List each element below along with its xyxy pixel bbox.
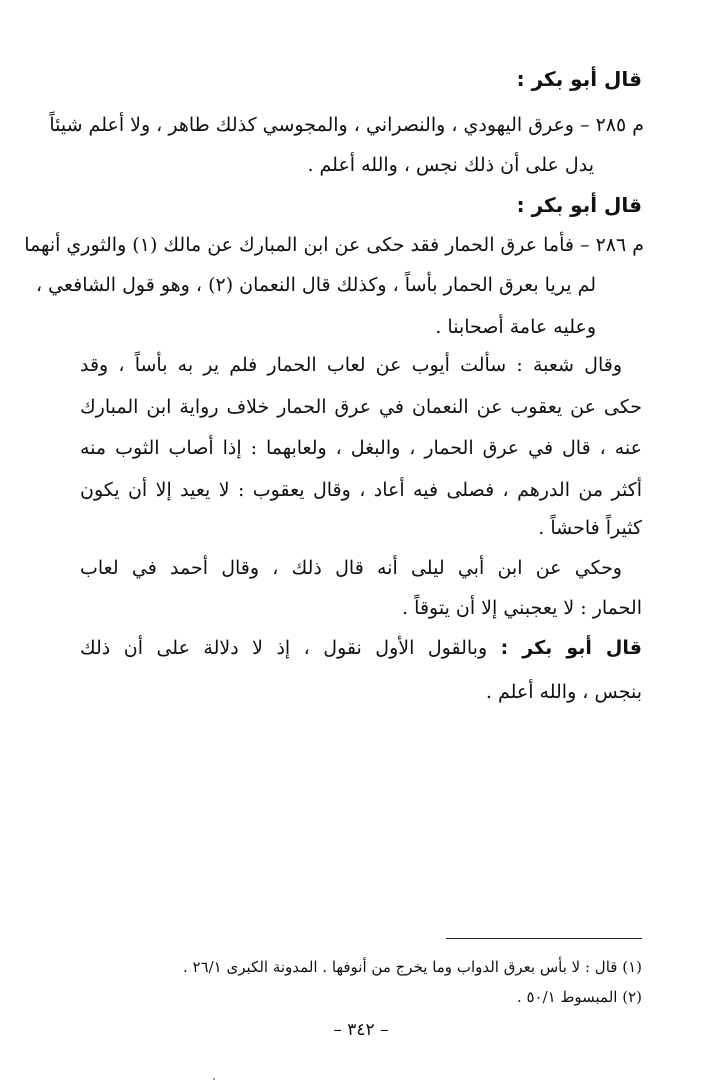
lead-text: وبالقول الأول نقول ، إذ لا دلالة على أن ذلك [80, 637, 501, 659]
page-number: – ٣٤٢ – [333, 1020, 389, 1040]
scan-speck [213, 1078, 215, 1080]
paragraph-line: وعليه عامة أصحابنا . [435, 316, 596, 338]
paragraph-line: بنجس ، والله أعلم . [485, 681, 642, 703]
paragraph-line: الحمار : لا يعجبني إلا أن يتوقاً . [402, 597, 642, 619]
paragraph-line: وحكي عن ابن أبي ليلى أنه قال ذلك ، وقال أحمد في لعاب [80, 557, 622, 579]
paragraph-line: لم يريا بعرق الحمار بأساً ، وكذلك قال النعمان (٢) ، وهو قول الشافعي ، [36, 274, 596, 296]
paragraph-line: م ٢٨٦ – فأما عرق الحمار فقد حكى عن ابن المبارك عن مالك (١) والثوري أنهما [24, 234, 644, 256]
section-heading: قال أبو بكر : [516, 193, 642, 217]
paragraph-line: أكثر من الدرهم ، فصلى فيه أعاد ، وقال يعقوب : لا يعيد إلا أن يكون [80, 479, 642, 501]
footnote-text: المبسوط ٥٠/١ . [516, 988, 618, 1006]
paragraph-line: كثيراً فاحشاً . [538, 517, 642, 539]
footnote-marker: (١) [622, 958, 642, 976]
paragraph-line [80, 633, 642, 663]
paragraph-line: م ٢٨٥ – وعرق اليهودي ، والنصراني ، والمجوسي كذلك طاهر ، ولا أعلم شيئاً [49, 114, 644, 136]
paragraph-line: يدل على أن ذلك نجس ، والله أعلم . [307, 154, 594, 176]
lead-heading: قال أبو بكر : [500, 637, 642, 659]
footnote-text: قال : لا بأس بعرق الدواب وما يخرج من أنوفها . المدونة الكبرى ٢٦/١ . [182, 958, 618, 976]
paragraph-line: عنه ، قال في عرق الحمار ، والبغل ، ولعابهما : إذا أصاب الثوب منه [80, 437, 642, 459]
paragraph-line: وقال شعبة : سألت أيوب عن لعاب الحمار فلم ير به بأساً ، وقد [80, 354, 622, 376]
footnote-1 [82, 956, 642, 978]
footnote-divider [446, 938, 642, 939]
footnote-2 [82, 986, 642, 1008]
paragraph-line: حكى عن يعقوب عن النعمان في عرق الحمار خلاف رواية ابن المبارك [80, 396, 642, 418]
footnote-marker: (٢) [622, 988, 642, 1006]
section-heading: قال أبو بكر : [516, 67, 642, 91]
